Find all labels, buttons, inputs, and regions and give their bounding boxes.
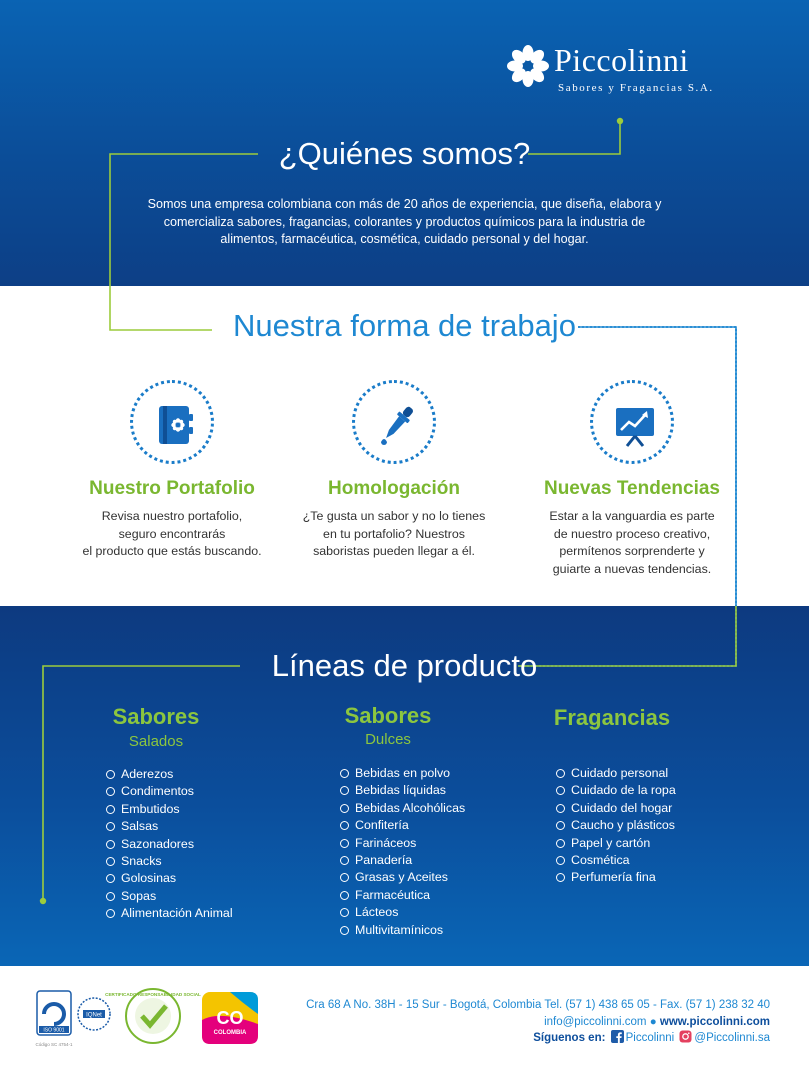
product-name: Grasas y Aceites (355, 870, 448, 885)
product-list-item (106, 888, 233, 905)
feature-text-line: permítenos sorprenderte y (559, 544, 705, 558)
product-list-item (556, 800, 676, 817)
circle-bullet-icon (556, 821, 565, 830)
product-list-item (106, 905, 233, 922)
product-name: Sopas (121, 888, 157, 903)
co-label: CO (216, 1008, 244, 1028)
circle-bullet-icon (106, 840, 115, 849)
social-line (270, 1030, 770, 1047)
iqnet-label: IQNet (86, 1012, 102, 1019)
product-name: Snacks (121, 853, 162, 868)
product-name: Cuidado de la ropa (571, 783, 676, 798)
feature-text-line: Revisa nuestro portafolio, (101, 509, 243, 523)
product-list-item (340, 887, 465, 904)
about-text: Somos una empresa colombiana con más de 20 años de experiencia, que diseña, elabora y comercializa sabores, fragancias, colorantes y productos químicos para la industria de alimentos, farmacéutica, cosmética, cuidado personal y del hogar. (147, 197, 662, 246)
feature-text-line: saboristas pueden llegar a él. (313, 544, 475, 558)
product-list-item (340, 904, 465, 921)
website-link[interactable]: www.piccolinni.com (659, 1015, 770, 1028)
product-list-item (556, 765, 676, 782)
dropper-icon (372, 400, 422, 450)
product-name: Farináceos (355, 835, 417, 850)
product-name: Cosmética (571, 852, 630, 867)
product-list-item (106, 801, 233, 818)
product-list-item (340, 922, 465, 939)
feature-text-line: guiarte a nuevas tendencias. (552, 561, 712, 576)
co-sub-label: COLOMBIA (213, 1030, 247, 1036)
workflow-title: Nuestra forma de trabajo (233, 308, 576, 343)
trend-chart-icon (610, 400, 660, 450)
product-list-item (340, 782, 465, 799)
product-list-item (106, 853, 233, 870)
circle-bullet-icon (106, 857, 115, 866)
contact-info (270, 997, 770, 1047)
feature-title: Nuevas Tendencias (543, 478, 720, 499)
circle-bullet-icon (556, 769, 565, 778)
product-name: Lácteos (355, 905, 399, 920)
flower-logo-icon (504, 42, 552, 90)
product-name: Perfumería fina (571, 870, 656, 885)
product-list-item (340, 852, 465, 869)
trend-icon-circle (590, 380, 674, 464)
follow-label: Síguenos en: (533, 1032, 606, 1044)
colombia-brand-icon (200, 990, 260, 1046)
facebook-handle[interactable]: Piccolinni (625, 1032, 675, 1044)
circle-bullet-icon (556, 804, 565, 813)
circle-bullet-icon (556, 856, 565, 865)
product-name: Bebidas líquidas (355, 783, 446, 798)
iso-cert-icon (36, 990, 72, 1052)
product-list-item (556, 852, 676, 869)
product-list-item (340, 835, 465, 852)
product-list-item (556, 869, 676, 886)
iso-label: ISO 9001 (43, 1027, 65, 1034)
dropper-icon-circle (352, 380, 436, 464)
email-link[interactable]: info@piccolinni.com (544, 1015, 647, 1028)
portfolio-icon-circle (130, 380, 214, 464)
product-list-item (556, 817, 676, 834)
circle-bullet-icon (106, 874, 115, 883)
feature-text-line: Estar a la vanguardia es parte (549, 509, 715, 523)
circle-bullet-icon (340, 908, 349, 917)
feature-text (512, 508, 752, 578)
social-responsibility-cert-icon (105, 986, 201, 1046)
product-list-item (106, 783, 233, 800)
feature-text-line: seguro encontrarás (118, 526, 226, 541)
iqnet-cert-icon (76, 996, 112, 1032)
products-title: Líneas de producto (271, 648, 538, 683)
product-list-fragancias (556, 765, 676, 887)
column-subtitle-salados: Salados (128, 733, 184, 750)
circle-bullet-icon (340, 926, 349, 935)
feature-text-line: de nuestro proceso creativo, (553, 526, 711, 541)
product-list-item (340, 765, 465, 782)
instagram-icon[interactable] (679, 1030, 692, 1043)
circle-bullet-icon (106, 822, 115, 831)
product-list-item (340, 869, 465, 886)
feature-text-line: ¿Te gusta un sabor y no lo tienes (302, 509, 486, 523)
circle-bullet-icon (340, 786, 349, 795)
circle-bullet-icon (556, 873, 565, 882)
circle-bullet-icon (556, 786, 565, 795)
product-name: Papel y cartón (571, 835, 651, 850)
circle-bullet-icon (340, 873, 349, 882)
about-title: ¿Quiénes somos? (278, 136, 531, 171)
brand-tagline: Sabores y Fragancias S.A. (558, 82, 714, 94)
column-title-fragancias: Fragancias (553, 705, 671, 730)
product-list-item (340, 817, 465, 834)
product-name: Confitería (355, 818, 409, 833)
product-name: Salsas (121, 819, 159, 834)
separator-dot: ● (649, 1015, 660, 1028)
circle-bullet-icon (556, 839, 565, 848)
web-line (270, 1014, 770, 1031)
product-name: Golosinas (121, 871, 177, 886)
circle-bullet-icon (106, 805, 115, 814)
brand-name: Piccolinni (554, 42, 689, 78)
feature-text (274, 508, 514, 561)
product-name: Cuidado personal (571, 766, 669, 780)
feature-title: Nuestro Portafolio (89, 478, 255, 499)
product-list-item (340, 800, 465, 817)
column-title-salados: Sabores (112, 704, 200, 729)
circle-bullet-icon (340, 804, 349, 813)
product-name: Embutidos (121, 801, 180, 816)
product-list-item (106, 818, 233, 835)
feature-text (52, 508, 292, 561)
circle-bullet-icon (340, 839, 349, 848)
column-title-dulces: Sabores (344, 703, 432, 728)
portfolio-book-icon (150, 400, 200, 450)
product-name: Condimentos (121, 784, 195, 799)
facebook-icon[interactable] (611, 1030, 624, 1043)
circle-bullet-icon (340, 821, 349, 830)
product-name: Farmacéutica (355, 887, 431, 902)
instagram-handle[interactable]: @Piccolinni.sa (694, 1032, 770, 1044)
circle-bullet-icon (106, 892, 115, 901)
feature-text-line: en tu portafolio? Nuestros (323, 526, 465, 541)
product-list-item (106, 836, 233, 853)
product-name: Alimentación Animal (121, 906, 233, 921)
product-name: Cuidado del hogar (571, 800, 673, 815)
circle-bullet-icon (106, 909, 115, 918)
product-name: Caucho y plásticos (571, 818, 675, 833)
product-list-item (106, 870, 233, 887)
circle-bullet-icon (340, 891, 349, 900)
product-name: Panadería (355, 852, 413, 867)
product-name: Aderezos (121, 767, 174, 781)
circle-bullet-icon (106, 770, 115, 779)
product-name: Bebidas Alcohólicas (355, 800, 466, 815)
circle-bullet-icon (106, 787, 115, 796)
feature-title: Homologación (328, 478, 460, 499)
circle-bullet-icon (340, 769, 349, 778)
product-list-item (556, 835, 676, 852)
product-name: Bebidas en polvo (355, 766, 451, 780)
product-list-item (106, 766, 233, 783)
product-list-item (556, 782, 676, 799)
product-list-salados (106, 766, 233, 923)
product-list-dulces (340, 765, 465, 939)
circle-bullet-icon (340, 856, 349, 865)
social-cert-label: CERTIFICADO RESPONSABILIDAD SOCIAL (105, 992, 201, 997)
product-name: Multivitamínicos (355, 922, 444, 937)
column-subtitle-dulces: Dulces (365, 731, 411, 748)
product-name: Sazonadores (121, 836, 195, 851)
address-line: Cra 68 A No. 38H - 15 Sur - Bogotá, Colombia Tel. (57 1) 438 65 05 - Fax. (57 1) 238 32 40 (306, 999, 770, 1011)
feature-text-line: el producto que estás buscando. (82, 544, 262, 558)
brand-logo (504, 42, 734, 98)
iso-code: Código SC 4754-1 (35, 1042, 73, 1047)
